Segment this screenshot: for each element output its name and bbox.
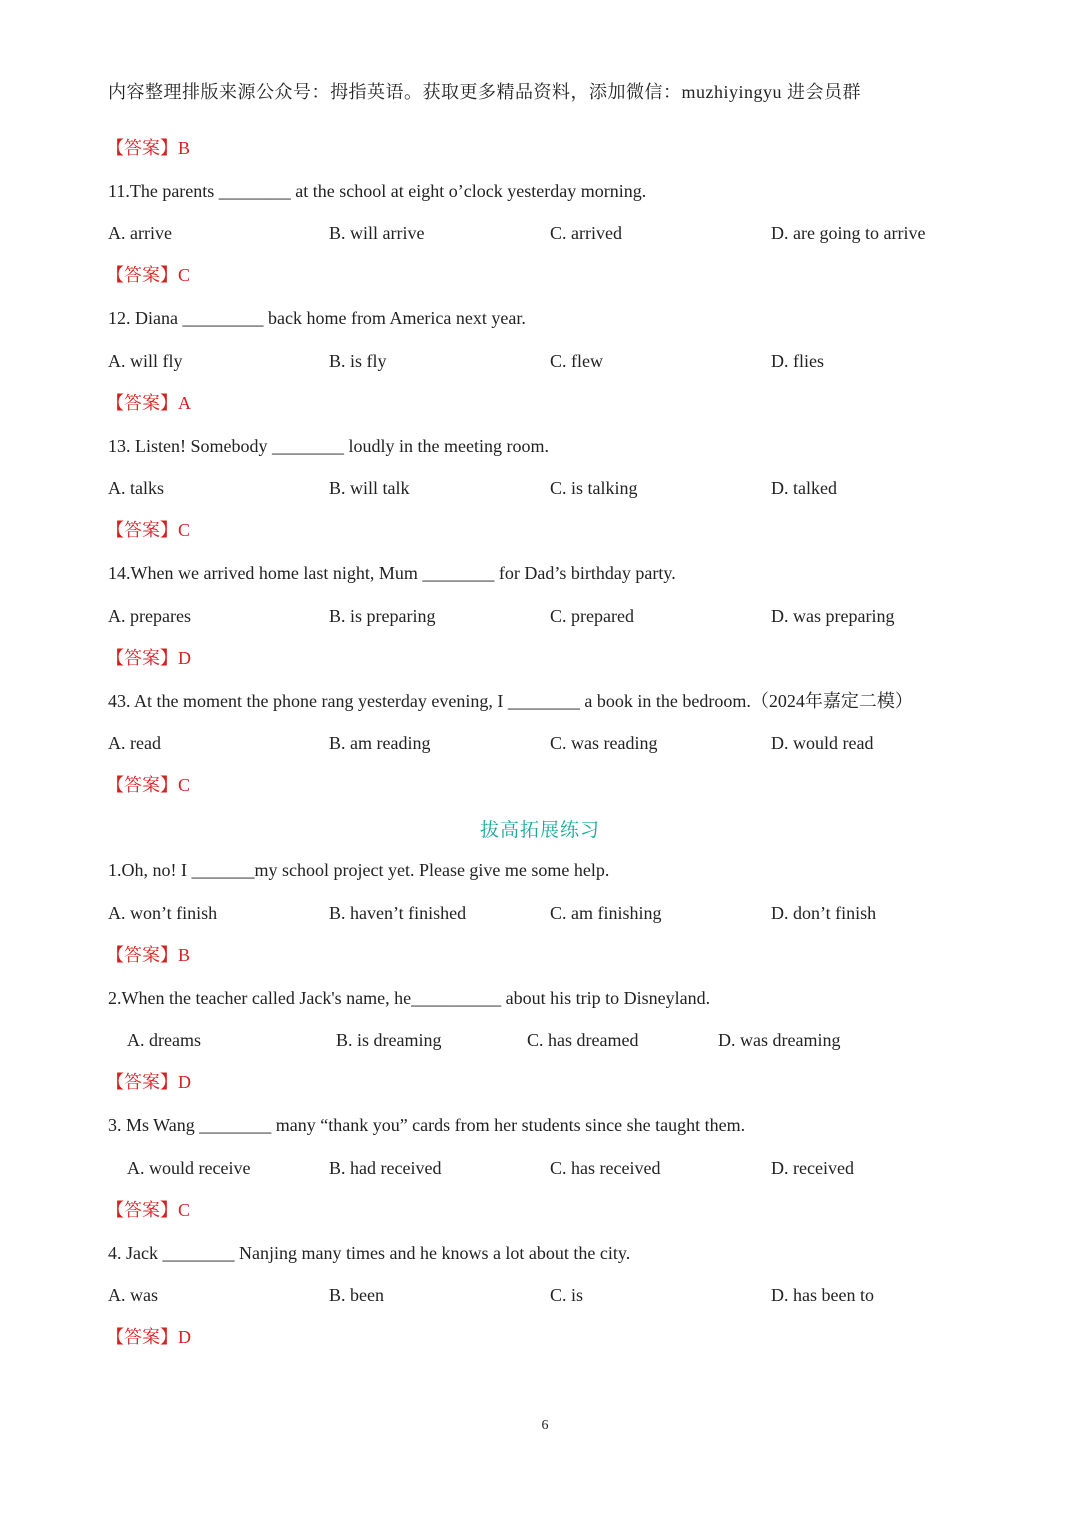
answer-13: 【答案】C [106,520,191,540]
option-12-a: A. will fly [108,351,183,371]
section-title: 拔高拓展练习 [479,820,600,841]
ext-option-4-c: C. is [550,1285,584,1305]
ext-option-2-a: A. dreams [127,1030,201,1050]
answer-11: 【答案】C [106,265,191,285]
ext-question-1: 1.Oh, no! I _______my school project yet. Please give me some help. [108,860,610,880]
answer-43: 【答案】C [106,775,191,795]
option-43-b: B. am reading [329,733,431,753]
ext-question-2: 2.When the teacher called Jack's name, he__________ about his trip to Disneyland. [108,988,711,1008]
ext-option-1-b: B. haven’t finished [329,903,467,923]
question-43: 43. At the moment the phone rang yesterday evening, I ________ a book in the bedroom.（2024年嘉定二模） [108,691,913,711]
ext-option-3-b: B. had received [329,1158,442,1178]
option-11-b: B. will arrive [329,223,425,243]
question-14: 14.When we arrived home last night, Mum ________ for Dad’s birthday party. [108,563,676,583]
option-12-b: B. is fly [329,351,387,371]
answer-14: 【答案】D [106,648,191,668]
option-13-d: D. talked [771,478,837,498]
ext-option-3-a: A. would receive [127,1158,251,1178]
question-12: 12. Diana _________ back home from America next year. [108,308,526,328]
ext-option-3-d: D. received [771,1158,854,1178]
ext-answer-2: 【答案】D [106,1072,191,1092]
ext-option-1-a: A. won’t finish [108,903,218,923]
answer-12: 【答案】A [106,393,191,413]
ext-option-1-d: D. don’t finish [771,903,877,923]
ext-option-1-c: C. am finishing [550,903,662,923]
question-13: 13. Listen! Somebody ________ loudly in the meeting room. [108,436,549,456]
ext-answer-4: 【答案】D [106,1327,191,1347]
option-13-b: B. will talk [329,478,410,498]
option-14-c: C. prepared [550,606,634,626]
ext-option-4-b: B. been [329,1285,384,1305]
ext-option-4-a: A. was [108,1285,158,1305]
option-14-a: A. prepares [108,606,191,626]
option-11-c: C. arrived [550,223,622,243]
ext-answer-3: 【答案】C [106,1200,191,1220]
option-12-d: D. flies [771,351,824,371]
ext-question-3: 3. Ms Wang ________ many “thank you” cards from her students since she taught them. [108,1115,746,1135]
page-number: 6 [541,1418,549,1433]
option-43-d: D. would read [771,733,874,753]
ext-option-2-d: D. was dreaming [718,1030,841,1050]
ext-question-4: 4. Jack ________ Nanjing many times and he knows a lot about the city. [108,1243,631,1263]
question-11: 11.The parents ________ at the school at eight o’clock yesterday morning. [108,181,647,201]
option-13-c: C. is talking [550,478,638,498]
option-12-c: C. flew [550,351,603,371]
ext-option-3-c: C. has received [550,1158,661,1178]
answer-10: 【答案】B [106,138,191,158]
option-13-a: A. talks [108,478,164,498]
option-43-a: A. read [108,733,161,753]
option-43-c: C. was reading [550,733,658,753]
ext-option-2-b: B. is dreaming [336,1030,442,1050]
option-11-d: D. are going to arrive [771,223,926,243]
ext-answer-1: 【答案】B [106,945,191,965]
option-14-d: D. was preparing [771,606,895,626]
page-header-notice: 内容整理排版来源公众号：拇指英语。获取更多精品资料，添加微信：muzhiyingyu 进会员群 [108,82,861,102]
ext-option-4-d: D. has been to [771,1285,874,1305]
option-11-a: A. arrive [108,223,172,243]
ext-option-2-c: C. has dreamed [527,1030,639,1050]
option-14-b: B. is preparing [329,606,436,626]
